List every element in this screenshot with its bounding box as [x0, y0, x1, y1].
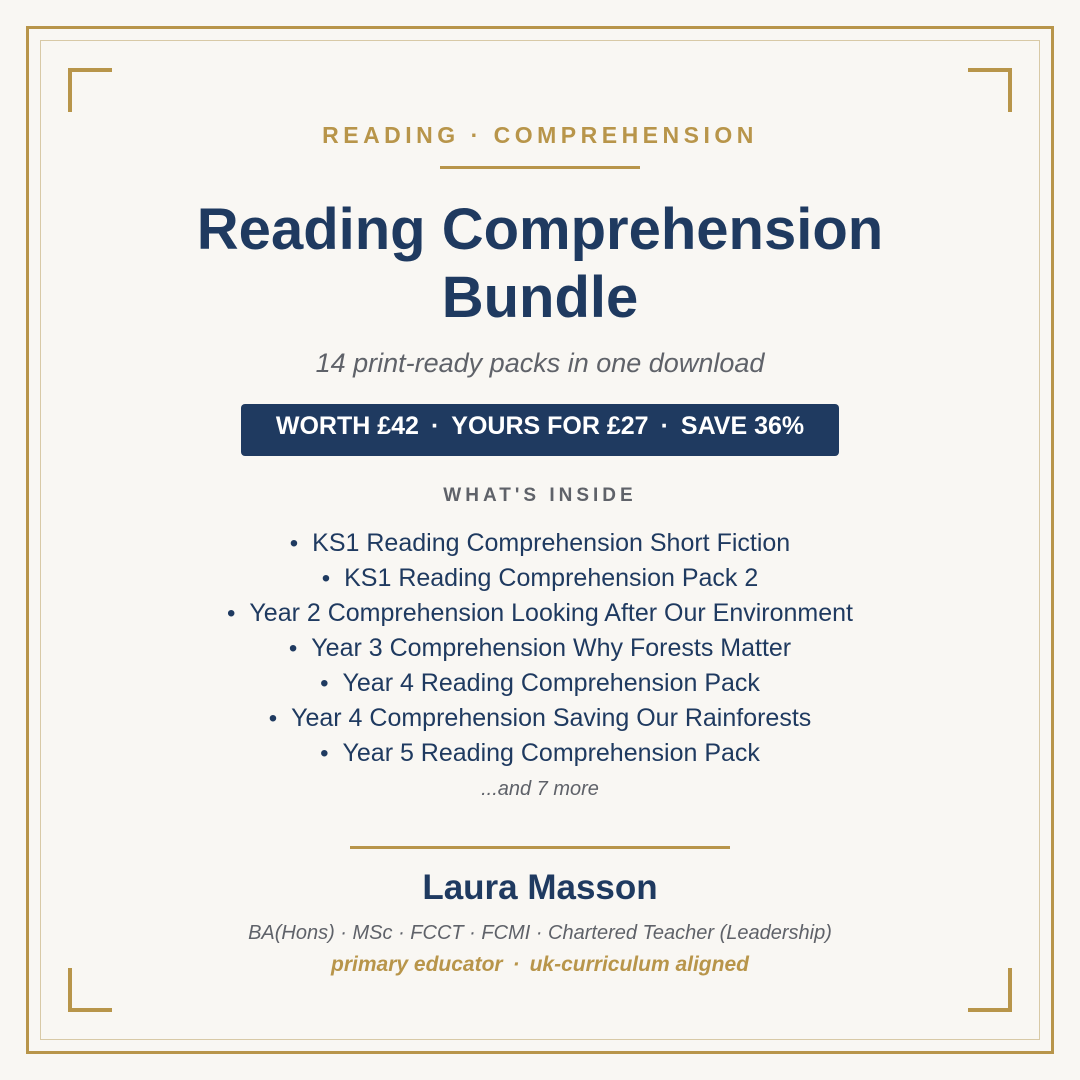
list-item — [0, 596, 1080, 631]
list-item — [0, 631, 1080, 666]
list-item-label: Year 4 Reading Comprehension Pack — [342, 669, 760, 697]
list-item — [0, 666, 1080, 701]
bullet-icon: • — [268, 705, 278, 732]
savings-badge: SAVE 36% — [680, 412, 805, 440]
divider-top — [440, 166, 640, 169]
worth-price: WORTH £42 — [275, 412, 419, 440]
author-tagline — [0, 953, 1080, 977]
divider-bottom — [350, 846, 730, 849]
list-item-label: KS1 Reading Comprehension Short Fiction — [312, 529, 791, 557]
price-separator: · — [430, 412, 440, 440]
list-item-label: Year 2 Comprehension Looking After Our Environment — [249, 599, 853, 627]
author-name: Laura Masson — [422, 868, 658, 907]
list-item-label: Year 5 Reading Comprehension Pack — [342, 739, 760, 767]
whats-inside-heading: WHAT'S INSIDE — [443, 485, 637, 506]
tag-curriculum: uk-curriculum aligned — [529, 953, 749, 976]
list-item-label: Year 4 Comprehension Saving Our Rainforests — [291, 704, 812, 732]
bullet-icon: • — [288, 635, 298, 662]
list-item-label: Year 3 Comprehension Why Forests Matter — [311, 634, 792, 662]
list-item-label: KS1 Reading Comprehension Pack 2 — [344, 564, 759, 592]
list-item — [0, 526, 1080, 561]
bullet-icon: • — [320, 740, 329, 767]
more-items-note: ...and 7 more — [481, 778, 599, 800]
subtitle: 14 print-ready packs in one download — [315, 348, 765, 378]
tag-primary-educator: primary educator — [331, 953, 503, 976]
list-item — [0, 701, 1080, 736]
contents-list — [0, 526, 1080, 771]
page-title: Reading Comprehension Bundle — [196, 197, 884, 330]
list-item — [0, 561, 1080, 596]
list-item — [0, 736, 1080, 771]
category-kicker: READING · COMPREHENSION — [322, 122, 758, 148]
bullet-icon: • — [227, 600, 236, 627]
sale-price: YOURS FOR £27 — [451, 412, 649, 440]
bullet-icon: • — [320, 670, 329, 697]
bullet-icon: • — [289, 530, 299, 557]
price-banner — [241, 404, 839, 456]
author-credentials: BA(Hons) · MSc · FCCT · FCMI · Chartered Teacher (Leadership) — [248, 922, 832, 944]
price-separator: · — [660, 412, 669, 440]
tag-separator: · — [512, 953, 520, 976]
bullet-icon: • — [321, 565, 331, 592]
